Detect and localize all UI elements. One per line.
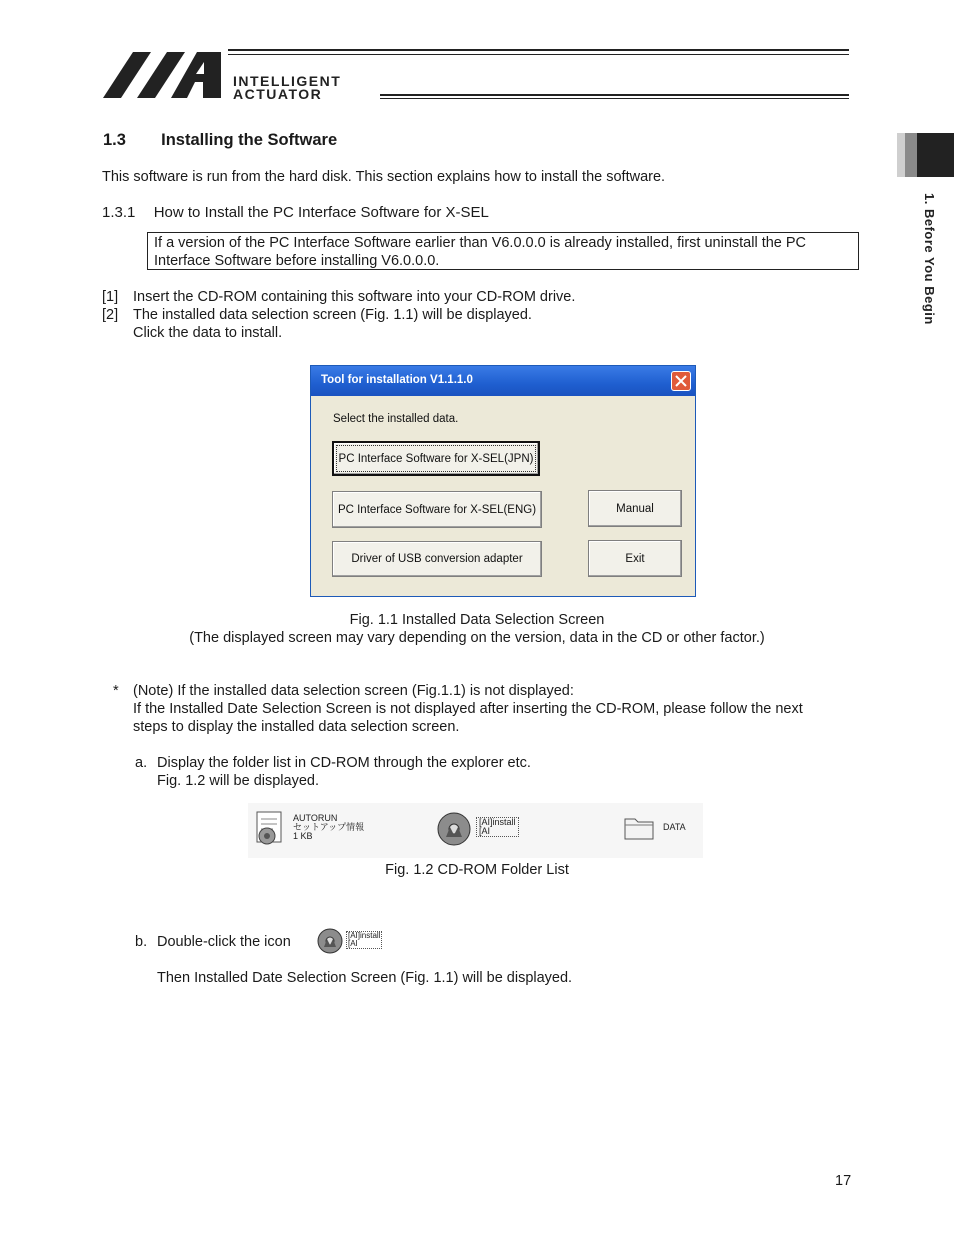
substep-b-label: b.	[135, 934, 148, 950]
step-1-number: [1]	[102, 289, 119, 305]
install-cd-icon-inline	[316, 926, 346, 956]
fig2-caption: Fig. 1.2 CD-ROM Folder List	[385, 862, 569, 878]
note-box-line1: If a version of the PC Interface Software earlier than V6.0.0.0 is already installed, first uninstall the PC	[154, 235, 807, 251]
installation-dialog	[310, 365, 696, 597]
note-line3: steps to display the installed data selection screen.	[133, 719, 460, 735]
dialog-titlebar	[311, 366, 695, 396]
company-logo-text	[233, 75, 341, 101]
install-name-line1: [AI]install	[479, 817, 516, 827]
exit-button[interactable]: Exit	[588, 540, 682, 577]
company-logo-mark	[103, 50, 223, 100]
autorun-file-icon[interactable]	[253, 810, 289, 848]
subsection-title: How to Install the PC Interface Software for X-SEL	[153, 204, 489, 221]
install-icon-label-1: [AI]install	[348, 931, 381, 940]
substep-a-line2: Fig. 1.2 will be displayed.	[157, 773, 319, 789]
autorun-name: AUTORUN	[293, 813, 338, 823]
dialog-prompt: Select the installed data.	[333, 413, 459, 425]
note-line1: (Note) If the installed data selection screen (Fig.1.1) is not displayed:	[133, 683, 574, 699]
chapter-tab	[897, 133, 954, 177]
header-rule-bottom	[380, 94, 849, 96]
substep-a-line1: Display the folder list in CD-ROM through the explorer etc.	[157, 755, 531, 771]
note-box-line2: Interface Software before installing V6.0.0.0.	[154, 253, 440, 269]
install-icon-label	[346, 931, 382, 949]
note-line2: If the Installed Date Selection Screen is not displayed after inserting the CD-ROM, please follow the next	[133, 701, 803, 717]
note-box	[147, 232, 859, 270]
logo-line1: INTELLIGENT	[233, 73, 342, 89]
page-number: 17	[835, 1173, 852, 1189]
usb-driver-button[interactable]: Driver of USB conversion adapter	[332, 541, 542, 577]
step-2-text-2: Click the data to install.	[133, 325, 283, 341]
section-title: Installing the Software	[161, 131, 338, 149]
subsection-heading	[102, 204, 489, 222]
data-folder-name: DATA	[663, 822, 686, 832]
install-jpn-button[interactable]: PC Interface Software for X-SEL(JPN)	[332, 441, 540, 476]
substep-b-line1: Double-click the icon	[157, 934, 291, 950]
manual-button[interactable]: Manual	[588, 490, 682, 527]
section-heading	[103, 131, 337, 150]
header-rule-bottom2	[380, 98, 849, 99]
dialog-title: Tool for installation V1.1.1.0	[321, 374, 473, 386]
install-name-line2: [AI	[479, 826, 491, 836]
header-rule-top2	[228, 54, 849, 55]
section-intro: This software is run from the hard disk. This section explains how to install the software.	[102, 169, 666, 185]
install-name	[476, 817, 519, 837]
substep-a-label: a.	[135, 755, 148, 771]
install-icon-label-2: [AI	[348, 939, 358, 948]
autorun-desc: セットアップ情報	[293, 822, 365, 832]
install-cd-icon[interactable]	[436, 809, 474, 849]
data-folder-icon[interactable]	[623, 813, 655, 841]
fig1-caption: Fig. 1.1 Installed Data Selection Screen	[349, 612, 605, 628]
note-mark: *	[113, 683, 119, 699]
step-2-text: The installed data selection screen (Fig. 1.1) will be displayed.	[133, 307, 532, 323]
logo-line2: ACTUATOR	[233, 86, 323, 102]
autorun-size: 1 KB	[293, 831, 313, 841]
chapter-tab-label: 1. Before You Begin	[922, 193, 937, 325]
substep-b-line2: Then Installed Date Selection Screen (Fig. 1.1) will be displayed.	[157, 970, 573, 986]
fig1-subcaption: (The displayed screen may vary depending on the version, data in the CD or other factor.)	[189, 630, 765, 646]
step-2-number: [2]	[102, 307, 119, 323]
step-1-text: Insert the CD-ROM containing this software into your CD-ROM drive.	[133, 289, 576, 305]
cd-rom-folder-list	[248, 803, 703, 858]
close-icon[interactable]	[671, 371, 691, 391]
header-rule-top	[228, 49, 849, 51]
section-number: 1.3	[103, 131, 126, 149]
install-eng-button[interactable]: PC Interface Software for X-SEL(ENG)	[332, 491, 542, 528]
subsection-number: 1.3.1	[102, 204, 136, 221]
